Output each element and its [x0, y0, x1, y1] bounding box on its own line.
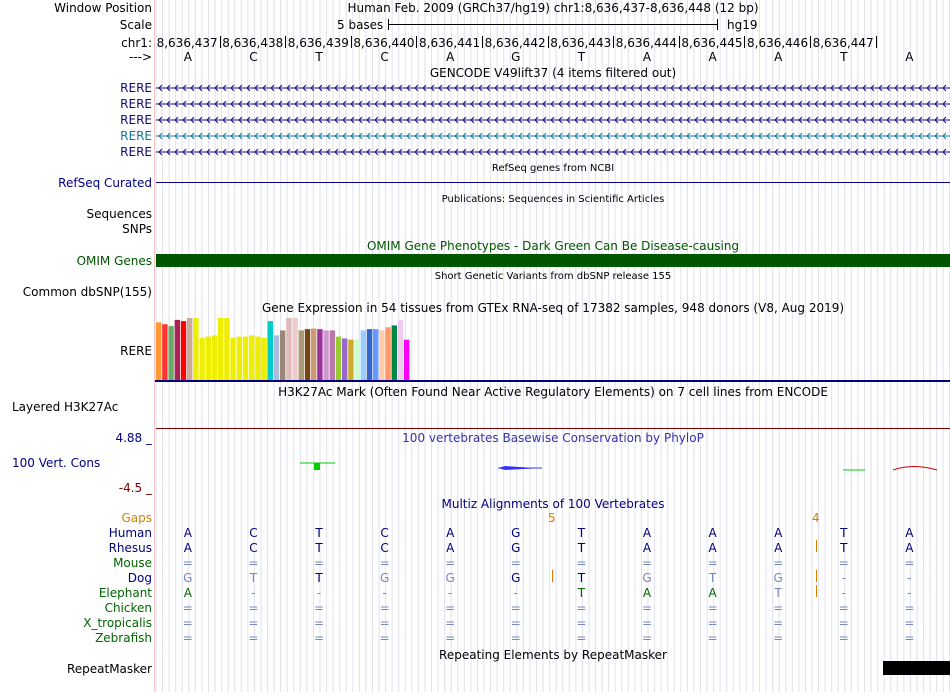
- species-label[interactable]: Human: [108, 526, 152, 540]
- alignment-base: -: [448, 586, 453, 600]
- gtex-tissue-bar[interactable]: [199, 338, 204, 380]
- alignment-base: T: [577, 571, 586, 585]
- alignment-base: -: [513, 586, 518, 600]
- alignment-base: T: [708, 571, 717, 585]
- gap-count-1: 5: [548, 511, 556, 525]
- phylop-track-label[interactable]: 100 Vert. Cons: [12, 456, 101, 470]
- alignment-base: G: [183, 571, 193, 585]
- alignment-base: T: [577, 526, 586, 540]
- gap-count-2: 4: [812, 511, 820, 525]
- alignment-base: A: [642, 586, 652, 600]
- coordinate-tick: [613, 36, 614, 48]
- species-label[interactable]: Zebrafish: [95, 631, 152, 645]
- h3k27ac-baseline: [156, 428, 950, 429]
- gtex-tissue-bar[interactable]: [311, 329, 316, 380]
- repeatmasker-track-label[interactable]: RepeatMasker: [66, 662, 152, 676]
- sequence-base: C: [249, 50, 258, 64]
- alignment-base: A: [183, 526, 192, 540]
- alignment-base: =: [838, 556, 849, 570]
- snps-track-label[interactable]: SNPs: [122, 222, 152, 236]
- alignment-base: =: [445, 616, 456, 630]
- gtex-tissue-bar[interactable]: [181, 321, 186, 380]
- alignment-base: =: [182, 556, 193, 570]
- gtex-tissue-bar[interactable]: [348, 340, 353, 380]
- alignment-base: =: [576, 556, 587, 570]
- alignment-base: A: [708, 526, 717, 540]
- alignment-base: A: [774, 541, 783, 555]
- alignment-base: =: [248, 556, 259, 570]
- gtex-tissue-bar[interactable]: [323, 330, 328, 380]
- gtex-tissue-bar[interactable]: [354, 340, 359, 380]
- alignment-base: A: [642, 541, 652, 555]
- window-position-label: Window Position: [54, 1, 152, 15]
- alignment-base: A: [446, 541, 455, 555]
- alignment-base: =: [773, 556, 784, 570]
- species-label[interactable]: Dog: [127, 571, 152, 585]
- alignment-base: =: [248, 631, 259, 645]
- gtex-tissue-bar[interactable]: [212, 335, 217, 380]
- coordinate-label: 8,636,439: [287, 36, 349, 50]
- gtex-tissue-bar[interactable]: [206, 337, 211, 380]
- gtex-tissue-bar[interactable]: [249, 335, 254, 380]
- gtex-tissue-bar[interactable]: [330, 330, 335, 380]
- sequence-base: C: [380, 50, 389, 64]
- coordinate-tick: [416, 36, 417, 48]
- sequence-base: T: [577, 50, 586, 64]
- refseq-gene-line[interactable]: [156, 182, 950, 183]
- gtex-tissue-bar[interactable]: [292, 318, 297, 380]
- scale-bar-left-tick: [388, 19, 389, 30]
- sequence-base: A: [446, 50, 455, 64]
- sequence-base: A: [708, 50, 717, 64]
- sequence-base: A: [905, 50, 914, 64]
- gtex-tissue-bar[interactable]: [317, 329, 322, 380]
- alignment-base: =: [904, 616, 915, 630]
- phylop-track-title: 100 vertebrates Basewise Conservation by PhyloP: [402, 431, 704, 445]
- alignment-base: A: [708, 586, 717, 600]
- gencode-transcript-label[interactable]: RERE: [120, 113, 152, 127]
- alignment-base: -: [841, 586, 846, 600]
- insertion-marker: [552, 570, 553, 582]
- alignment-base: =: [576, 601, 587, 615]
- publications-track-title: Publications: Sequences in Scientific Articles: [441, 194, 665, 205]
- alignment-base: =: [379, 601, 390, 615]
- gtex-tissue-bar[interactable]: [404, 340, 409, 380]
- gtex-tissue-bar[interactable]: [156, 322, 161, 380]
- coordinate-label: 8,636,442: [484, 36, 546, 50]
- gtex-tissue-bar[interactable]: [193, 318, 198, 380]
- alignment-base: T: [840, 541, 848, 555]
- alignment-base: =: [576, 616, 587, 630]
- coordinate-tick: [351, 36, 352, 48]
- coordinate-label: 8,636,447: [812, 36, 874, 50]
- omim-gene-bar[interactable]: [156, 254, 950, 267]
- gtex-tissue-bar[interactable]: [398, 320, 403, 380]
- coordinate-label: 8,636,445: [681, 36, 743, 50]
- alignment-base: G: [511, 571, 521, 585]
- alignment-base: =: [379, 616, 390, 630]
- sequence-base: A: [642, 50, 652, 64]
- alignment-base: T: [774, 586, 782, 600]
- refseq-track-title: RefSeq genes from NCBI: [491, 163, 615, 174]
- alignment-base: -: [316, 586, 322, 600]
- scale-text: 5 bases: [337, 18, 384, 32]
- species-label[interactable]: Chicken: [104, 601, 152, 615]
- coordinate-tick: [810, 36, 811, 48]
- gaps-label: Gaps: [121, 511, 152, 525]
- alignment-base: =: [510, 631, 521, 645]
- gencode-transcript-line[interactable]: [156, 147, 950, 157]
- alignment-base: =: [379, 631, 390, 645]
- alignment-base: -: [251, 586, 256, 600]
- repeatmasker-track-title: Repeating Elements by RepeatMasker: [439, 648, 667, 662]
- species-label[interactable]: Elephant: [98, 586, 152, 600]
- alignment-base: A: [183, 541, 192, 555]
- gtex-tissue-bar[interactable]: [187, 318, 192, 380]
- alignment-base: =: [313, 631, 325, 645]
- sequence-base: A: [183, 50, 192, 64]
- alignment-base: A: [905, 541, 914, 555]
- gtex-tissue-bar[interactable]: [261, 338, 266, 380]
- dbsnp-track-title: Short Genetic Variants from dbSNP release 155: [434, 271, 672, 282]
- gencode-transcript-label[interactable]: RERE: [120, 97, 152, 111]
- omim-track-label[interactable]: OMIM Genes: [76, 254, 152, 268]
- sequence-base: A: [774, 50, 783, 64]
- gtex-tissue-bar[interactable]: [299, 330, 304, 380]
- scale-bar-right-tick: [717, 19, 718, 30]
- gencode-transcript-line[interactable]: [156, 131, 950, 141]
- alignment-base: =: [576, 631, 587, 645]
- coordinate-label: 8,636,443: [550, 36, 612, 50]
- gtex-tissue-bar[interactable]: [373, 329, 378, 380]
- phylop-max-label: 4.88 _: [115, 431, 152, 445]
- gtex-tissue-bar[interactable]: [255, 337, 260, 380]
- gencode-transcript-line[interactable]: [156, 115, 950, 125]
- alignment-base: T: [315, 541, 323, 555]
- alignment-base: T: [577, 586, 586, 600]
- dbsnp-track-label[interactable]: Common dbSNP(155): [22, 285, 152, 299]
- alignment-base: A: [183, 586, 192, 600]
- multiz-track-title: Multiz Alignments of 100 Vertebrates: [441, 497, 665, 511]
- omim-track-title: OMIM Gene Phenotypes - Dark Green Can Be Disease-causing: [366, 239, 740, 253]
- sequence-base: G: [511, 50, 521, 64]
- species-label[interactable]: Rhesus: [108, 541, 152, 555]
- gencode-transcript-line[interactable]: [156, 83, 950, 93]
- coordinate-label: 8,636,446: [747, 36, 809, 50]
- alignment-base: C: [380, 526, 389, 540]
- alignment-base: A: [446, 526, 455, 540]
- alignment-base: C: [249, 541, 258, 555]
- coordinate-tick: [744, 36, 745, 48]
- gtex-tissue-bar[interactable]: [218, 318, 223, 380]
- gtex-tissue-bar[interactable]: [392, 325, 397, 380]
- alignment-base: A: [708, 541, 717, 555]
- coordinate-tick: [285, 36, 286, 48]
- alignment-base: -: [841, 571, 846, 585]
- alignment-base: =: [641, 601, 653, 615]
- gtex-tissue-bar[interactable]: [268, 321, 273, 380]
- alignment-base: =: [707, 601, 718, 615]
- h3k27ac-track-title: H3K27Ac Mark (Often Found Near Active Regulatory Elements) on 7 cell lines from ENCODE: [278, 385, 828, 399]
- coordinate-tick: [548, 36, 549, 48]
- alignment-base: =: [182, 601, 193, 615]
- alignment-base: G: [379, 571, 390, 585]
- alignment-base: G: [511, 541, 521, 555]
- alignment-base: =: [641, 556, 653, 570]
- gtex-tissue-bar[interactable]: [237, 337, 242, 380]
- alignment-base: G: [445, 571, 455, 585]
- gtex-tissue-bar[interactable]: [243, 337, 248, 380]
- gtex-tissue-bar[interactable]: [342, 338, 347, 380]
- coordinate-label: 8,636,440: [353, 36, 415, 50]
- alignment-base: =: [707, 616, 718, 630]
- alignment-base: A: [905, 526, 914, 540]
- gtex-tissue-bar[interactable]: [336, 337, 341, 380]
- alignment-base: A: [642, 526, 652, 540]
- gtex-expression-bars[interactable]: [155, 316, 950, 384]
- refseq-track-label[interactable]: RefSeq Curated: [58, 176, 152, 190]
- alignment-base: T: [840, 526, 848, 540]
- coordinate-label: 8,636,438: [222, 36, 284, 50]
- alignment-base: C: [249, 526, 258, 540]
- alignment-base: T: [249, 571, 258, 585]
- insertion-marker: [816, 570, 817, 582]
- alignment-base: =: [773, 616, 784, 630]
- gtex-tissue-bar[interactable]: [162, 324, 167, 380]
- gtex-tissue-bar[interactable]: [280, 330, 285, 380]
- alignment-base: C: [380, 541, 389, 555]
- coordinate-tick: [679, 36, 680, 48]
- species-label[interactable]: Mouse: [113, 556, 152, 570]
- gtex-tissue-bar[interactable]: [379, 330, 384, 380]
- alignment-base: =: [510, 601, 521, 615]
- assembly-position-text: Human Feb. 2009 (GRCh37/hg19) chr1:8,636,437-8,636,448 (12 bp): [347, 1, 759, 15]
- gtex-tissue-bar[interactable]: [385, 327, 390, 380]
- gtex-tissue-bar[interactable]: [175, 320, 180, 380]
- alignment-base: =: [838, 601, 849, 615]
- gtex-track-title: Gene Expression in 54 tissues from GTEx RNA-seq of 17382 samples, 948 donors (V8, Aug 2019): [261, 301, 845, 315]
- phylop-min-label: -4.5 _: [118, 481, 152, 495]
- alignment-base: =: [641, 616, 653, 630]
- alignment-base: =: [838, 616, 849, 630]
- gtex-tissue-bar[interactable]: [367, 329, 372, 380]
- coordinate-label: 8,636,441: [419, 36, 481, 50]
- alignment-base: =: [838, 631, 849, 645]
- repeat-element-block[interactable]: [883, 661, 950, 675]
- insertion-marker: [816, 540, 817, 552]
- alignment-base: =: [313, 556, 325, 570]
- alignment-base: =: [445, 631, 456, 645]
- gencode-transcript-label[interactable]: RERE: [120, 81, 152, 95]
- alignment-base: -: [907, 571, 912, 585]
- chrom-label: chr1:: [121, 36, 152, 50]
- scale-bar: [388, 24, 718, 25]
- alignment-base: =: [707, 556, 718, 570]
- alignment-base: =: [904, 631, 915, 645]
- gencode-track-title: GENCODE V49lift37 (4 items filtered out): [429, 66, 677, 80]
- alignment-base: T: [315, 571, 323, 585]
- alignment-base: =: [182, 631, 193, 645]
- alignment-base: =: [379, 556, 390, 570]
- alignment-base: G: [511, 526, 521, 540]
- alignment-base: A: [774, 526, 783, 540]
- db-text: hg19: [727, 18, 758, 32]
- gtex-tissue-bar[interactable]: [286, 318, 291, 380]
- species-label[interactable]: X_tropicalis: [83, 616, 152, 630]
- gencode-transcript-label[interactable]: RERE: [120, 145, 152, 159]
- gencode-transcript-line[interactable]: [156, 99, 950, 109]
- alignment-base: G: [642, 571, 652, 585]
- coordinate-tick: [482, 36, 483, 48]
- h3k27ac-track-label[interactable]: Layered H3K27Ac: [12, 400, 119, 414]
- alignment-base: =: [904, 601, 915, 615]
- scale-label: Scale: [119, 18, 152, 32]
- coordinate-label: 8,636,444: [615, 36, 677, 50]
- phylop-conservation-plot[interactable]: [155, 455, 950, 475]
- alignment-base: =: [445, 601, 456, 615]
- sequence-base: T: [840, 50, 848, 64]
- alignment-base: =: [313, 616, 325, 630]
- alignment-base: =: [445, 556, 456, 570]
- alignment-base: T: [577, 541, 586, 555]
- alignment-base: =: [313, 601, 325, 615]
- gtex-tissue-bar[interactable]: [361, 330, 366, 380]
- alignment-base: =: [510, 556, 521, 570]
- coordinate-label: 8,636,437: [156, 36, 218, 50]
- gtex-tissue-bar[interactable]: [168, 326, 173, 380]
- alignment-base: =: [904, 556, 915, 570]
- gtex-track-label[interactable]: RERE: [120, 344, 152, 358]
- coordinate-tick: [876, 36, 877, 48]
- strand-label: --->: [128, 50, 152, 64]
- gtex-tissue-bar[interactable]: [305, 329, 310, 380]
- alignment-base: -: [382, 586, 387, 600]
- alignment-base: =: [773, 631, 784, 645]
- alignment-base: =: [510, 616, 521, 630]
- insertion-marker: [816, 585, 817, 597]
- alignment-base: =: [182, 616, 193, 630]
- sequence-base: T: [315, 50, 323, 64]
- alignment-base: =: [641, 631, 653, 645]
- gencode-transcript-label[interactable]: RERE: [120, 129, 152, 143]
- gtex-tissue-bar[interactable]: [224, 318, 229, 380]
- alignment-base: =: [248, 616, 259, 630]
- coordinate-tick: [220, 36, 221, 48]
- alignment-base: =: [248, 601, 259, 615]
- gtex-tissue-bar[interactable]: [274, 335, 279, 380]
- alignment-base: G: [773, 571, 783, 585]
- alignment-base: -: [907, 586, 912, 600]
- sequences-track-label[interactable]: Sequences: [86, 207, 152, 221]
- gtex-tissue-bar[interactable]: [230, 338, 235, 380]
- alignment-base: =: [773, 601, 784, 615]
- alignment-base: T: [315, 526, 323, 540]
- alignment-base: =: [707, 631, 718, 645]
